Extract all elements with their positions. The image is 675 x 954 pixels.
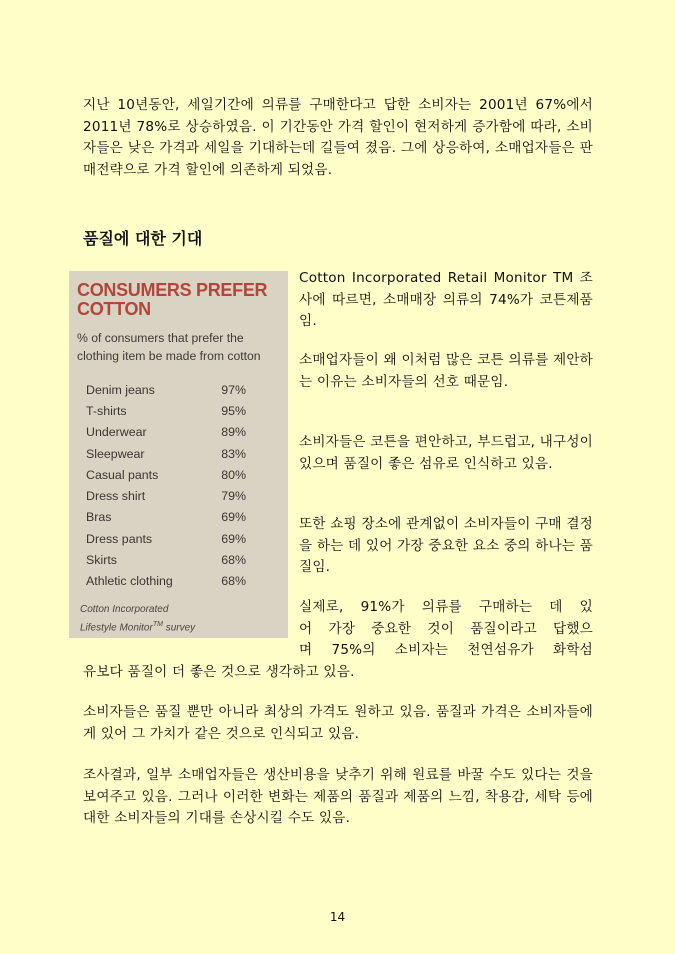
figure-row-pct: 69% <box>221 531 246 546</box>
figure-row-pct: 68% <box>221 553 246 568</box>
figure-row <box>86 528 266 549</box>
figure-row-pct: 95% <box>221 403 246 418</box>
figure-row-pct: 83% <box>221 446 246 461</box>
figure-row-item: Casual pants <box>86 467 159 482</box>
intro-paragraph: 지난 10년동안, 세일기간에 의류를 구매한다고 답한 소비자는 2001년 67%에서 2011년 78%로 상승하였음. 이 기간동안 가격 할인이 현저하게 증가함에 따라, 소비자들은 낮은 가격과 세일을 기대하는데 길들여 졌음. 그에 상응하여, 소매업자들은 판매전략으로 가격 할인에 의존하게 되었음. <box>83 97 593 178</box>
figure-source-tm: TM <box>152 620 163 628</box>
figure-row-pct: 69% <box>221 510 246 525</box>
wrap-line-tail: 유보다 품질이 더 좋은 것으로 생각하고 있음. <box>83 663 355 680</box>
figure-source <box>80 602 280 635</box>
figure-title: CONSUMERS PREFER COTTON <box>77 280 268 319</box>
figure-row-item: Denim jeans <box>86 382 155 397</box>
figure-row-item: Athletic clothing <box>86 574 173 589</box>
figure-row <box>86 571 266 592</box>
figure-row <box>86 422 266 443</box>
figure-row-item: Sleepwear <box>86 446 145 461</box>
figure-row <box>86 379 266 400</box>
figure-row-pct: 97% <box>221 382 246 397</box>
bottom-paragraph-1: 소비자들은 품질 뿐만 아니라 최상의 가격도 원하고 있음. 품질과 가격은 소비자들에게 있어 그 가치가 같은 것으로 인식되고 있음. <box>83 704 593 742</box>
figure-source-line2: Lifestyle Monitor <box>80 622 153 634</box>
figure-row-item: Skirts <box>86 553 117 568</box>
figure-row-item: Bras <box>86 510 112 525</box>
figure-row-pct: 89% <box>221 425 246 440</box>
figure-subtitle: % of consumers that prefer the clothing item be made from cotton <box>77 331 261 363</box>
section-heading: 품질에 대한 기대 <box>83 229 203 248</box>
figure-row <box>86 443 266 464</box>
bottom-paragraph-2: 조사결과, 일부 소매업자들은 생산비용을 낮추기 위해 원료를 바꿀 수도 있다는 것을 보여주고 있음. 그러나 이러한 변화는 제품의 품질과 제품의 느낌, 착용감, 세탁 등에 대한 소비자들의 기대를 손상시킬 수도 있음. <box>83 767 593 826</box>
figure-row-pct: 79% <box>221 489 246 504</box>
side-paragraph-2: 소매업자들이 왜 이처럼 많은 코튼 의류를 제안하는 이유는 소비자들의 선호 때문임. <box>299 352 593 390</box>
figure-row-pct: 68% <box>221 574 246 589</box>
side-paragraph-1: Cotton Incorporated Retail Monitor TM 조사에 따르면, 소매매장 의류의 74%가 코튼제품임. <box>299 270 593 329</box>
wrap-line-3: 며 75%의 소비자는 천연섬유가 화학섬 <box>299 642 593 658</box>
figure-row-item: Underwear <box>86 425 147 440</box>
figure-row <box>86 400 266 421</box>
wrap-line-2: 어 가장 중요한 것이 품질이라고 답했으 <box>299 620 593 637</box>
side-paragraph-3: 소비자들은 코튼을 편안하고, 부드럽고, 내구성이 있으며 품질이 좋은 섬유로 인식하고 있음. <box>299 434 593 472</box>
figure-row <box>86 549 266 570</box>
side-paragraph-4: 또한 쇼핑 장소에 관계없이 소비자들이 구매 결정을 하는 데 있어 가장 중요한 요소 중의 하나는 품질임. <box>299 516 593 575</box>
cotton-preference-figure <box>69 271 288 638</box>
figure-row-item: Dress pants <box>86 531 153 546</box>
wrap-line-1: 실제로, 91%가 의류를 구매하는 데 있 <box>299 599 593 615</box>
figure-row-pct: 80% <box>221 467 246 482</box>
figure-source-line2-end: survey <box>162 622 196 634</box>
figure-row <box>86 507 266 528</box>
figure-row <box>86 464 266 485</box>
figure-row-item: T-shirts <box>86 403 127 418</box>
figure-row <box>86 485 266 506</box>
figure-table <box>86 379 266 592</box>
page-number: 14 <box>329 910 346 924</box>
figure-row-item: Dress shirt <box>86 489 146 504</box>
figure-source-line1: Cotton Incorporated <box>80 603 169 615</box>
